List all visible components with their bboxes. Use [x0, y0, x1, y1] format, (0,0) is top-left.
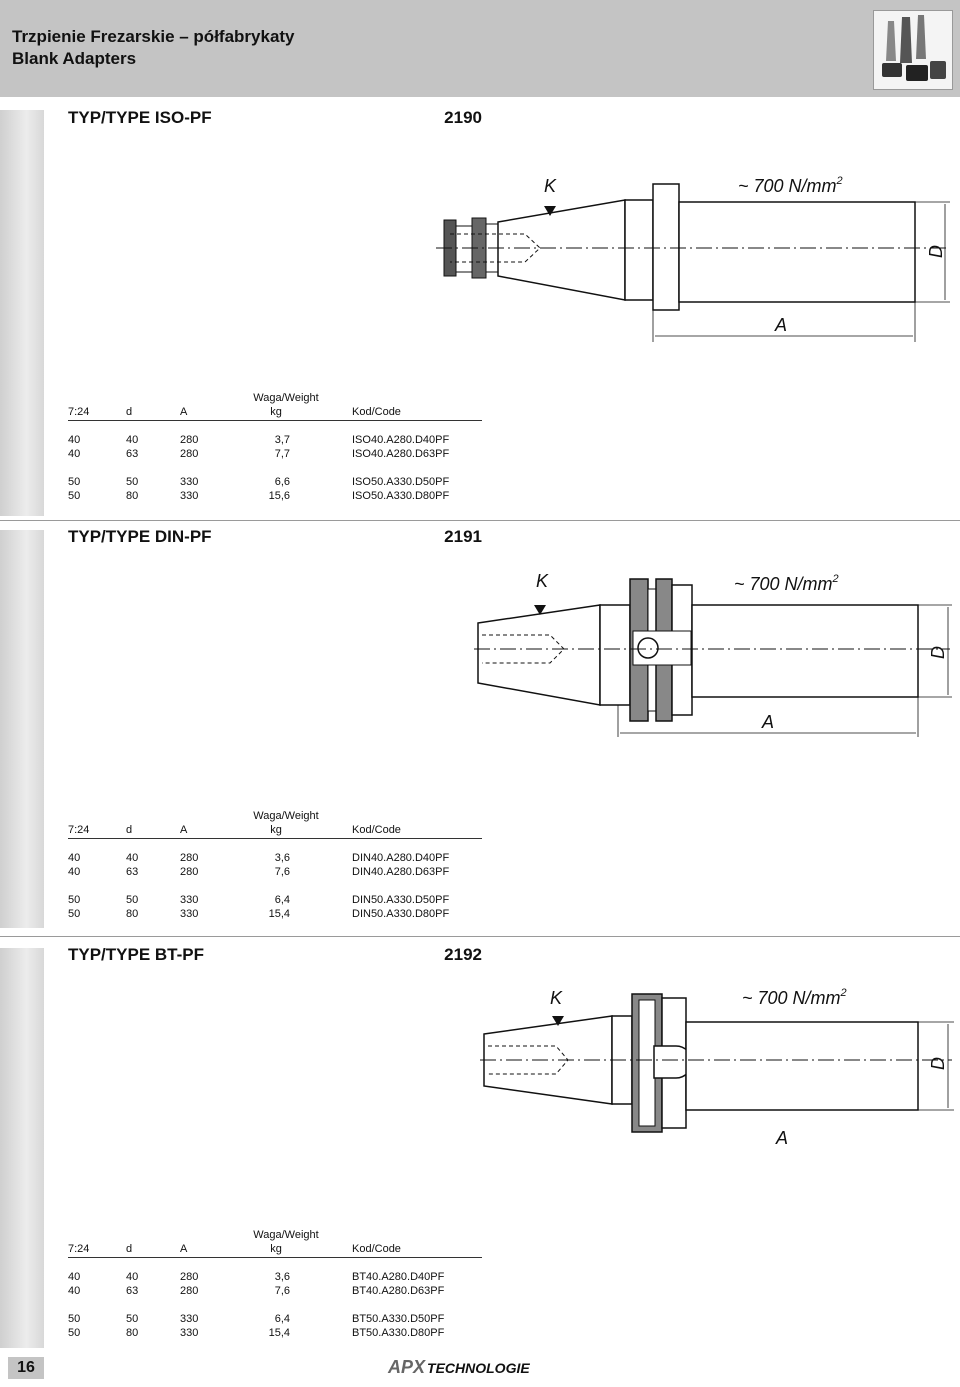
table-header-row [68, 824, 482, 839]
table-cell: 63 [126, 1285, 139, 1297]
strength-label: ~ 700 $N/mm^2$ [734, 573, 839, 594]
table-cell: 40 [68, 1271, 81, 1283]
table-cell: ISO40.A280.D40PF [352, 434, 450, 446]
table-row [68, 476, 482, 490]
section-divider [0, 936, 960, 937]
table-row [68, 852, 482, 866]
section-divider [0, 520, 960, 521]
table-cell: 50 [68, 1313, 81, 1325]
table-cell: DIN40.A280.D40PF [352, 852, 450, 864]
table-cell: 50 [68, 490, 81, 502]
col-code: Kod/Code [352, 1243, 401, 1255]
table-cell: BT50.A330.D50PF [352, 1313, 445, 1325]
table-cell: 6,4 [274, 1313, 290, 1325]
table-cell: 50 [126, 1313, 139, 1325]
d-label: D [928, 1057, 948, 1070]
table-cell: 50 [68, 1327, 81, 1339]
table-cell: BT40.A280.D63PF [352, 1285, 445, 1297]
col-kg: kg [270, 406, 282, 418]
table-cell: BT50.A330.D80PF [352, 1327, 445, 1339]
table-row [68, 866, 482, 880]
table-cell: 280 [180, 1285, 199, 1297]
table-cell: 80 [126, 908, 139, 920]
k-label: K [536, 571, 549, 591]
col-taper: 7:24 [68, 406, 90, 418]
table-cell: 280 [180, 448, 199, 460]
table-cell: 50 [68, 476, 81, 488]
col-a: A [180, 406, 188, 418]
strength-label: ~ 700 $N/mm^2$ [738, 175, 843, 196]
col-taper: 7:24 [68, 824, 90, 836]
a-label: A [776, 1128, 789, 1148]
table-row [68, 1271, 482, 1285]
table-cell: 50 [126, 476, 139, 488]
type-label: TYP/TYPE BT-PF [68, 945, 205, 964]
table-cell: 6,4 [274, 894, 290, 906]
brand-suffix: TECHNOLOGIE [427, 1360, 530, 1376]
table-row [68, 434, 482, 448]
table-cell: 330 [180, 1327, 199, 1339]
table-cell: 63 [126, 866, 139, 878]
table-cell: 80 [126, 490, 139, 502]
table-row [68, 894, 482, 908]
table-header-row [68, 406, 482, 421]
brand-logo-mark: APX [388, 1357, 426, 1377]
table-cell: 3,7 [274, 434, 290, 446]
table-cell: 3,6 [274, 1271, 290, 1283]
col-kg: kg [270, 1243, 282, 1255]
table-row [68, 448, 482, 462]
weight-header: Waga/Weight [253, 392, 319, 404]
table-row [68, 908, 482, 922]
col-d: d [126, 406, 133, 418]
col-a: A [180, 824, 188, 836]
page-title [12, 26, 295, 70]
table-cell: DIN50.A330.D80PF [352, 908, 450, 920]
table-cell: 330 [180, 894, 199, 906]
table-cell: 280 [180, 852, 199, 864]
product-photo [873, 10, 953, 90]
table-cell: 280 [180, 1271, 199, 1283]
table-cell: 15,4 [268, 1327, 290, 1339]
section-heading-din [68, 527, 482, 547]
catalog-number: 2191 [444, 527, 482, 546]
k-label: K [550, 988, 563, 1008]
weight-header: Waga/Weight [253, 1229, 319, 1241]
col-kg: kg [270, 824, 282, 836]
din-pf-drawing [470, 565, 960, 745]
table-cell: 40 [68, 448, 81, 460]
d-label: D [926, 245, 946, 258]
table-cell: 40 [68, 1285, 81, 1297]
table-cell: 330 [180, 476, 199, 488]
table-cell: 40 [68, 866, 81, 878]
type-label: TYP/TYPE DIN-PF [68, 527, 212, 546]
section-heading-iso [68, 108, 482, 128]
table-cell: 7,6 [274, 866, 290, 878]
col-a: A [180, 1243, 188, 1255]
table-cell: 330 [180, 490, 199, 502]
table-cell: 40 [68, 434, 81, 446]
table-cell: 50 [68, 894, 81, 906]
col-taper: 7:24 [68, 1243, 90, 1255]
weight-header: Waga/Weight [253, 810, 319, 822]
title-english: Blank Adapters [12, 49, 137, 68]
table-cell: ISO50.A330.D80PF [352, 490, 450, 502]
table-cell: 40 [126, 434, 139, 446]
table-row [68, 1285, 482, 1299]
table-row [68, 1327, 482, 1341]
table-cell: 7,7 [274, 448, 290, 460]
table-cell: 7,6 [274, 1285, 290, 1297]
catalog-number: 2192 [444, 945, 482, 964]
table-row [68, 1313, 482, 1327]
table-cell: 330 [180, 1313, 199, 1325]
table-cell: 15,4 [268, 908, 290, 920]
table-cell: 40 [68, 852, 81, 864]
strength-label: ~ 700 $N/mm^2$ [742, 987, 847, 1008]
col-code: Kod/Code [352, 824, 401, 836]
table-cell: 40 [126, 852, 139, 864]
iso-pf-drawing [430, 160, 960, 350]
side-strip-2 [0, 530, 44, 928]
table-row [68, 490, 482, 504]
table-cell: 280 [180, 434, 199, 446]
table-cell: 63 [126, 448, 139, 460]
table-cell: 15,6 [268, 490, 290, 502]
page-number: 16 [8, 1357, 44, 1379]
col-d: d [126, 824, 133, 836]
bt-pf-drawing [476, 980, 960, 1152]
table-cell: 40 [126, 1271, 139, 1283]
side-strip-3 [0, 948, 44, 1348]
table-cell: ISO40.A280.D63PF [352, 448, 450, 460]
table-cell: BT40.A280.D40PF [352, 1271, 445, 1283]
d-label: D [928, 646, 948, 659]
col-d: d [126, 1243, 133, 1255]
table-cell: DIN50.A330.D50PF [352, 894, 450, 906]
brand-logo [388, 1357, 530, 1378]
side-strip-1 [0, 110, 44, 516]
table-cell: 280 [180, 866, 199, 878]
section-heading-bt [68, 945, 482, 965]
type-label: TYP/TYPE ISO-PF [68, 108, 212, 127]
col-code: Kod/Code [352, 406, 401, 418]
catalog-number: 2190 [444, 108, 482, 127]
table-cell: 330 [180, 908, 199, 920]
table-cell: 50 [126, 894, 139, 906]
table-cell: ISO50.A330.D50PF [352, 476, 450, 488]
table-cell: 80 [126, 1327, 139, 1339]
a-label: A [762, 712, 775, 732]
table-header-row [68, 1243, 482, 1258]
tool-holders-image-icon [874, 11, 952, 89]
k-label: K [544, 176, 557, 196]
a-label: A [775, 315, 788, 335]
title-polish: Trzpienie Frezarskie – półfabrykaty [12, 27, 295, 46]
table-cell: 50 [68, 908, 81, 920]
table-cell: 3,6 [274, 852, 290, 864]
table-cell: 6,6 [274, 476, 290, 488]
table-cell: DIN40.A280.D63PF [352, 866, 450, 878]
